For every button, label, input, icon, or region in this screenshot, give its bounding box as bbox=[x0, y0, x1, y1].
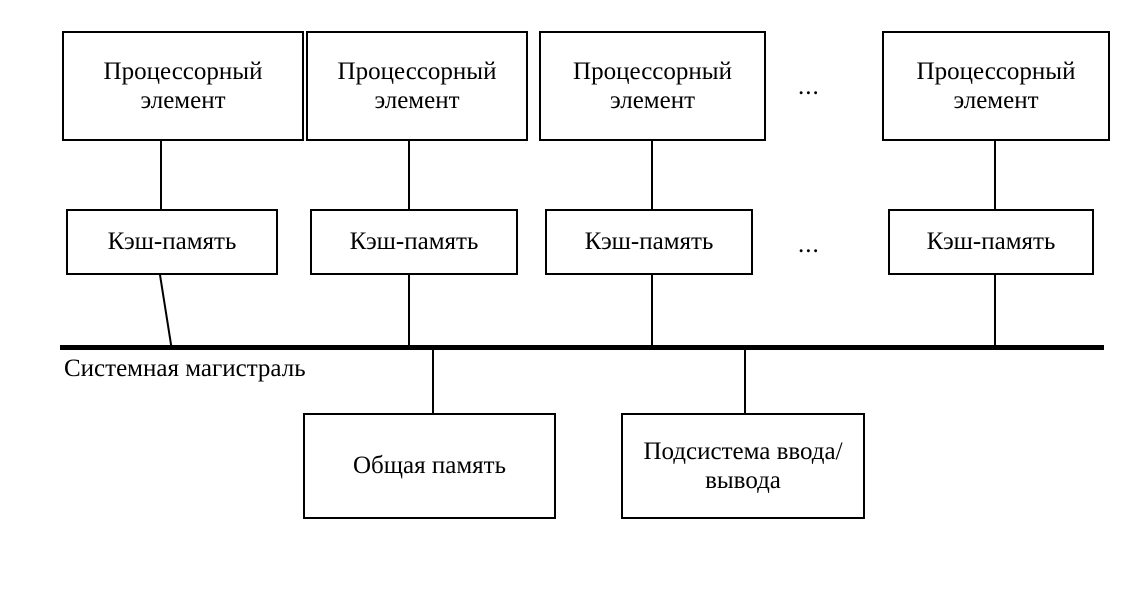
cache-box-2 bbox=[310, 209, 518, 275]
processor-element-label-2: Процессорный элемент bbox=[337, 57, 497, 114]
connector-processor-cache-2 bbox=[408, 141, 410, 209]
cache-label-2: Кэш-память bbox=[349, 228, 479, 256]
processor-element-label-3: Процессорный элемент bbox=[573, 57, 732, 114]
processor-row-ellipsis: ... bbox=[798, 73, 820, 100]
connector-cache-bus-2 bbox=[408, 275, 410, 348]
io-subsystem-box bbox=[621, 413, 865, 519]
processor-element-label-1: Процессорный элемент bbox=[103, 57, 263, 114]
cache-row-ellipsis: ... bbox=[798, 231, 820, 258]
connector-cache-bus-3 bbox=[651, 275, 653, 348]
cache-box-4 bbox=[888, 209, 1094, 275]
processor-element-box-4 bbox=[882, 31, 1110, 141]
connector-processor-cache-3 bbox=[651, 141, 653, 209]
connector-cache-bus-4 bbox=[994, 275, 996, 348]
cache-label-4: Кэш-память bbox=[926, 228, 1056, 256]
system-bus-label: Системная магистраль bbox=[64, 355, 306, 382]
processor-element-box-3 bbox=[539, 31, 766, 141]
io-subsystem-label: Подсистема ввода/вывода bbox=[643, 437, 843, 494]
processor-element-box-1 bbox=[62, 31, 304, 141]
cache-label-1: Кэш-память bbox=[107, 228, 237, 256]
cache-box-3 bbox=[545, 209, 753, 275]
cache-box-1 bbox=[66, 209, 278, 275]
processor-element-label-4: Процессорный элемент bbox=[916, 57, 1076, 114]
connector-bus-io-subsystem bbox=[744, 350, 746, 413]
connector-processor-cache-4 bbox=[994, 141, 996, 209]
connector-cache-bus-1 bbox=[159, 275, 172, 347]
connector-bus-shared-memory bbox=[432, 350, 434, 413]
cache-label-3: Кэш-память bbox=[584, 228, 714, 256]
connector-processor-cache-1 bbox=[160, 141, 162, 209]
shared-memory-label: Общая память bbox=[353, 452, 506, 480]
system-bus-line bbox=[60, 345, 1104, 350]
shared-memory-box bbox=[303, 413, 556, 519]
processor-element-box-2 bbox=[306, 31, 528, 141]
